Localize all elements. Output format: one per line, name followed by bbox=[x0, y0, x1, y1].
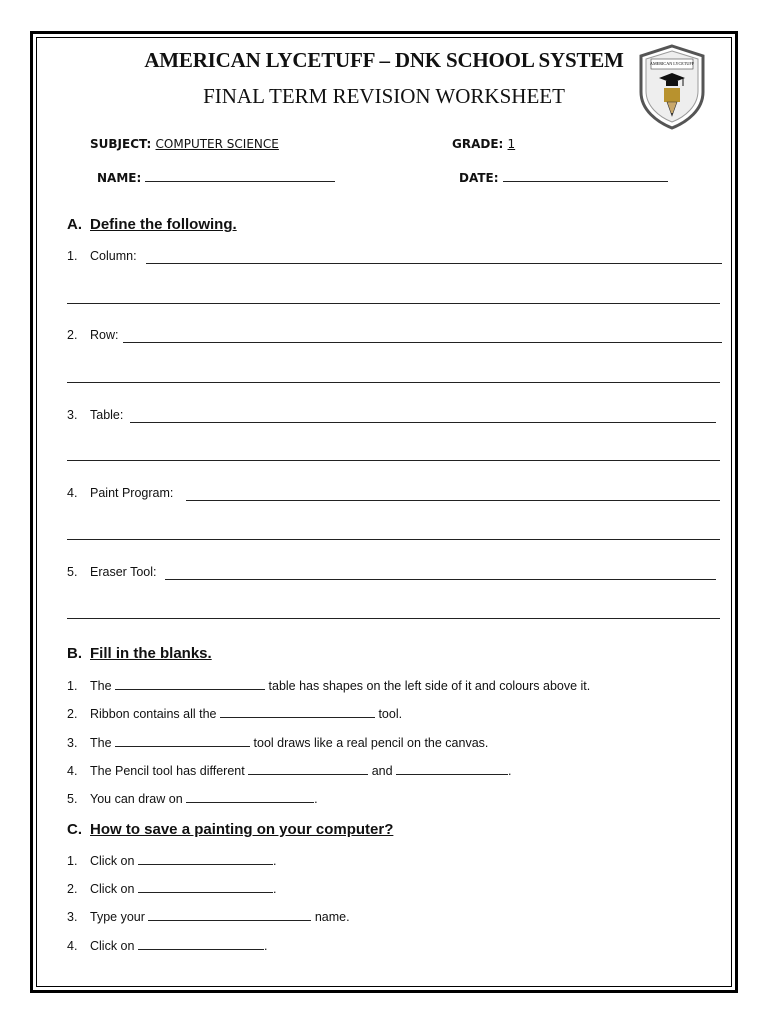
fill-item-3 bbox=[67, 735, 488, 750]
fill-item-2 bbox=[67, 706, 402, 721]
answer-line[interactable] bbox=[67, 618, 720, 619]
item-number: 3. bbox=[67, 736, 78, 750]
date-blank[interactable] bbox=[503, 169, 668, 182]
sentence-start: The Pencil tool has different bbox=[90, 764, 245, 778]
subject-label: SUBJECT: bbox=[90, 137, 152, 151]
sentence-start: Click on bbox=[90, 882, 135, 896]
sentence-start: The bbox=[90, 736, 112, 750]
subject-row bbox=[90, 137, 279, 151]
sentence-end: . bbox=[508, 764, 512, 778]
item-number: 2. bbox=[67, 707, 78, 721]
name-blank[interactable] bbox=[145, 169, 335, 182]
answer-line[interactable] bbox=[67, 539, 720, 540]
section-b-title: Fill in the blanks. bbox=[90, 645, 212, 662]
define-item-5 bbox=[67, 565, 156, 579]
item-number: 1. bbox=[67, 679, 78, 693]
item-number: 3. bbox=[67, 910, 78, 924]
fill-blank[interactable] bbox=[138, 853, 273, 865]
subject-value: COMPUTER SCIENCE bbox=[155, 137, 279, 151]
sentence-end: . bbox=[272, 854, 277, 868]
grade-label: GRADE: bbox=[452, 137, 504, 151]
sentence-end: . bbox=[314, 792, 318, 806]
answer-line[interactable] bbox=[130, 422, 716, 423]
item-number: 5. bbox=[67, 565, 78, 579]
name-label: NAME: bbox=[97, 171, 142, 185]
term-label: Table: bbox=[90, 408, 124, 422]
fill-item-5 bbox=[67, 791, 318, 806]
school-name: AMERICAN LYCETUFF – DNK SCHOOL SYSTEM bbox=[144, 48, 624, 72]
item-number: 5. bbox=[67, 792, 78, 806]
name-row bbox=[97, 169, 335, 185]
grade-value: 1 bbox=[507, 137, 516, 151]
sentence-start: You can draw on bbox=[90, 792, 183, 806]
school-crest-logo bbox=[637, 44, 707, 130]
section-a-title: Define the following. bbox=[90, 216, 237, 233]
step-item-4 bbox=[67, 938, 267, 953]
answer-line[interactable] bbox=[186, 500, 720, 501]
date-label: DATE: bbox=[459, 171, 499, 185]
section-b-heading bbox=[67, 645, 212, 662]
section-a-letter: A. bbox=[67, 216, 82, 233]
answer-line[interactable] bbox=[67, 460, 720, 461]
define-item-2 bbox=[67, 328, 118, 342]
logo-text: AMERICAN LYCETUFF bbox=[649, 61, 695, 66]
item-number: 2. bbox=[67, 882, 78, 896]
answer-line[interactable] bbox=[123, 342, 722, 343]
step-item-1 bbox=[67, 853, 276, 868]
define-item-1 bbox=[67, 249, 137, 263]
sentence-end: tool draws like a real pencil on the canvas. bbox=[253, 736, 489, 750]
step-item-3 bbox=[67, 909, 350, 924]
fill-blank[interactable] bbox=[138, 938, 264, 950]
term-label: Column: bbox=[90, 249, 137, 263]
term-label: Row: bbox=[90, 328, 119, 342]
step-item-2 bbox=[67, 881, 276, 896]
sentence-start: Ribbon contains all the bbox=[90, 707, 217, 721]
item-number: 4. bbox=[67, 764, 78, 778]
item-number: 4. bbox=[67, 939, 78, 953]
section-c-title: How to save a painting on your computer? bbox=[90, 821, 394, 838]
item-number: 4. bbox=[67, 486, 78, 500]
item-number: 1. bbox=[67, 854, 78, 868]
section-c-heading bbox=[67, 821, 393, 838]
sentence-start: The bbox=[90, 679, 112, 693]
sentence-end: . bbox=[272, 882, 277, 896]
term-label: Paint Program: bbox=[90, 486, 174, 500]
fill-item-1 bbox=[67, 678, 590, 693]
fill-blank[interactable] bbox=[115, 735, 250, 747]
answer-line[interactable] bbox=[165, 579, 716, 580]
answer-line[interactable] bbox=[146, 263, 722, 264]
worksheet-title: FINAL TERM REVISION WORKSHEET bbox=[203, 84, 565, 108]
answer-line[interactable] bbox=[67, 303, 720, 304]
term-label: Eraser Tool: bbox=[90, 565, 157, 579]
fill-blank[interactable] bbox=[396, 763, 508, 775]
fill-blank[interactable] bbox=[138, 881, 273, 893]
define-item-3 bbox=[67, 408, 123, 422]
fill-blank[interactable] bbox=[248, 763, 368, 775]
grade-row bbox=[452, 137, 515, 151]
sentence-start: Click on bbox=[90, 854, 135, 868]
fill-blank[interactable] bbox=[148, 909, 311, 921]
fill-item-4 bbox=[67, 763, 512, 778]
date-row bbox=[459, 169, 668, 185]
item-number: 2. bbox=[67, 328, 78, 342]
fill-blank[interactable] bbox=[115, 678, 265, 690]
answer-line[interactable] bbox=[67, 382, 720, 383]
item-number: 1. bbox=[67, 249, 78, 263]
item-number: 3. bbox=[67, 408, 78, 422]
sentence-end: . bbox=[263, 939, 268, 953]
sentence-middle: and bbox=[371, 764, 393, 778]
section-a-heading bbox=[67, 216, 237, 233]
section-c-letter: C. bbox=[67, 821, 82, 838]
sentence-start: Click on bbox=[90, 939, 135, 953]
sentence-end: table has shapes on the left side of it and colours above it. bbox=[268, 679, 591, 693]
section-b-letter: B. bbox=[67, 645, 82, 662]
fill-blank[interactable] bbox=[220, 706, 375, 718]
sentence-start: Type your bbox=[90, 910, 145, 924]
sentence-end: name. bbox=[314, 910, 350, 924]
define-item-4 bbox=[67, 486, 173, 500]
sentence-end: tool. bbox=[378, 707, 403, 721]
fill-blank[interactable] bbox=[186, 791, 314, 803]
